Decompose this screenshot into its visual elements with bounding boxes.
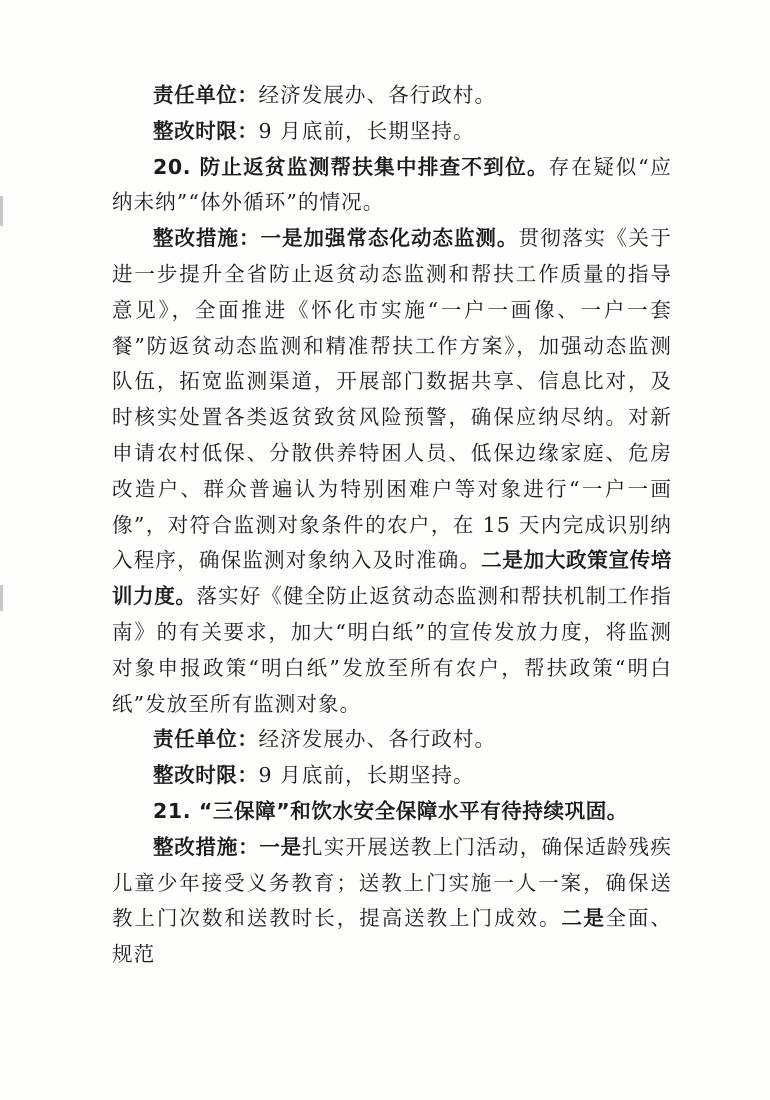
deadline-line: [112, 758, 672, 794]
measures-label: 整改措施：: [153, 226, 261, 251]
measure-point-2-title: 二是: [561, 906, 606, 931]
deadline-label: 整改时限：: [153, 763, 259, 788]
item-21-paragraph: [112, 794, 672, 830]
scan-edge-mark: [0, 196, 3, 226]
measure-point-2-text: 落实好《健全防止返贫动态监测和帮扶机制工作指南》的有关要求，加大“明白纸”的宣传发放力度，将监测对象申报政策“明白纸”发放至所有农户，帮扶政策“明白纸”发放至所有监测对象。: [112, 584, 672, 716]
item-20-text: 存在疑似“应纳未纳”“体外循环”的情况。: [112, 154, 672, 215]
measure-point-1-title: 一是: [259, 834, 302, 859]
item-20-heading: 20. 防止返贫监测帮扶集中排查不到位。: [153, 154, 549, 179]
item-21-heading: 21. “三保障”和饮水安全保障水平有待持续巩固。: [153, 798, 628, 823]
deadline-label: 整改时限：: [153, 118, 259, 143]
responsible-unit-value: 经济发展办、各行政村。: [258, 83, 497, 107]
responsible-unit-line: [112, 78, 672, 114]
deadline-value: 9 月底前，长期坚持。: [258, 763, 475, 788]
responsible-unit-line: [112, 722, 672, 758]
item-20-measures-paragraph: [112, 221, 672, 722]
deadline-line: [112, 114, 672, 150]
measure-point-1-title: 一是加强常态化动态监测。: [260, 226, 519, 251]
scan-edge-mark: [0, 585, 3, 611]
measure-point-2-title: 二是加大政策宣传培训力度。: [112, 548, 672, 609]
measures-label: 整改措施：: [153, 834, 260, 859]
responsible-unit-value: 经济发展办、各行政村。: [258, 727, 497, 752]
deadline-value: 9 月底前，长期坚持。: [258, 118, 475, 143]
responsible-unit-label: 责任单位：: [153, 83, 259, 107]
measure-point-1-text: 扎实开展送教上门活动，确保适龄残疾儿童少年接受义务教育；送教上门实施一人一案，确保送教上门次数和送教时长，提高送教上门成效。: [112, 834, 672, 931]
item-21-measures-paragraph: [112, 830, 672, 973]
item-20-paragraph: [112, 150, 672, 222]
measure-point-2-text: 全面、规范: [112, 906, 673, 967]
document-body: [112, 78, 672, 973]
measure-point-1-text: 贯彻落实《关于进一步提升全省防止返贫动态监测和帮扶工作质量的指导意见》，全面推进《怀化市实施“一户一画像、一户一套餐”防返贫动态监测和精准帮扶工作方案》，加强动态监测队伍，拓宽监测渠道，开展部门数据共享、信息比对，及时核实处置各类返贫致贫风险预警，确保应纳尽纳。对新申请农村低保、分散供养特困人员、低保边缘家庭、危房改造户、群众普遍认为特别困难户等对象进行“一户一画像”，对符合监测对象条件的农户，在 15 天内完成识别纳入程序，确保监测对象纳入及时准确。: [112, 226, 673, 573]
responsible-unit-label: 责任单位：: [153, 727, 259, 752]
